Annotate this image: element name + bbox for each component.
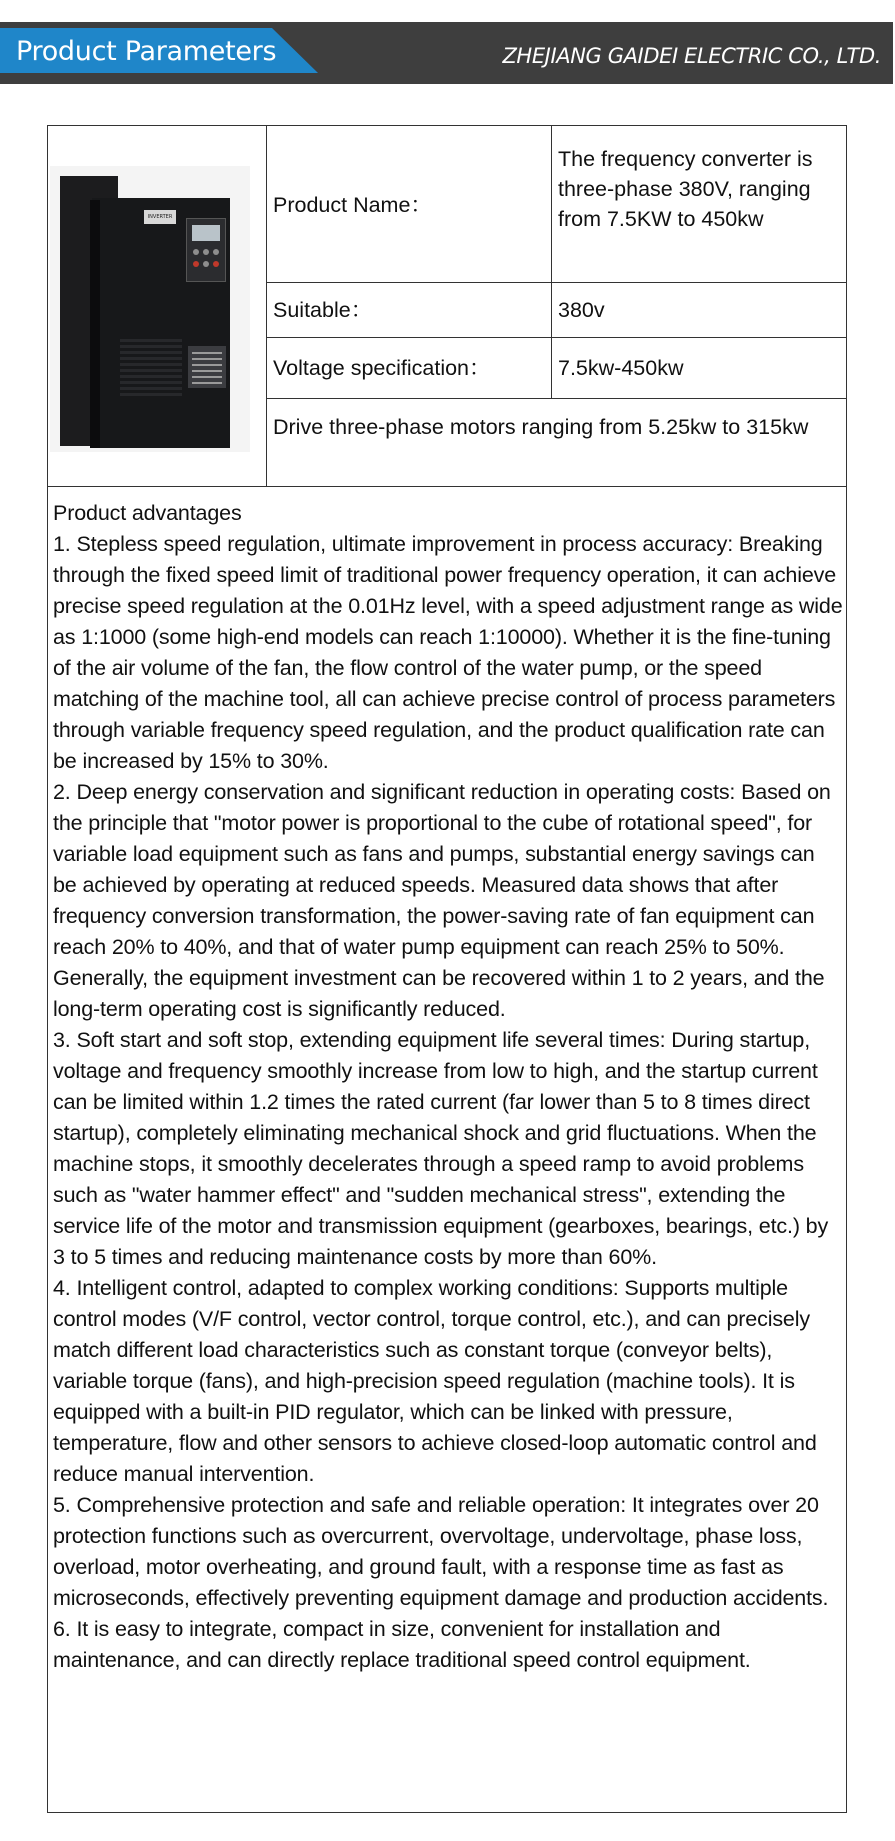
advantages-section <box>47 487 847 1813</box>
advantages-text <box>53 498 843 1676</box>
voltage-label: Voltage specification： <box>273 356 491 380</box>
product-name-label-cell <box>267 126 552 283</box>
voltage-label-cell <box>267 338 552 399</box>
keypad-panel <box>186 218 226 282</box>
product-name-value-cell <box>552 126 846 283</box>
product-name-value: The frequency converter is three-phase 380V, ranging from 7.5KW to 450kw <box>558 147 813 231</box>
advantage-item: 6. It is easy to integrate, compact in size, convenient for installation and maintenance, and can directly replace traditional speed control equipment. <box>53 1617 751 1672</box>
keypad-button <box>203 249 209 255</box>
voltage-value-cell <box>552 338 846 399</box>
advantages-heading: Product advantages <box>53 501 242 525</box>
vent-grille <box>120 336 182 396</box>
spec-table <box>47 125 847 487</box>
keypad-button <box>193 249 199 255</box>
product-image-cell <box>48 126 267 486</box>
company-name: ZHEJIANG GAIDEI ELECTRIC CO., LTD. <box>502 44 881 68</box>
drive-note: Drive three-phase motors ranging from 5.25kw to 315kw <box>273 415 809 439</box>
voltage-value: 7.5kw-450kw <box>558 356 684 380</box>
display-screen <box>192 225 220 241</box>
page-title: Product Parameters <box>16 36 277 67</box>
advantage-item: 3. Soft start and soft stop, extending equipment life several times: During startup, voltage and frequency smoothly increase from low to high, and the startup current can be limited within 1.2 times the rated current (far lower than 5 to 8 times direct startup), completely eliminating mechanical shock and grid fluctuations. When the machine stops, it smoothly decelerates through a speed ramp to avoid problems such as "water hammer effect" and "sudden mechanical stress", extending the service life of the motor and transmission equipment (gearboxes, bearings, etc.) by 3 to 5 times and reducing maintenance costs by more than 60%. <box>53 1028 829 1269</box>
product-name-label: Product Name： <box>273 193 432 217</box>
keypad-button <box>213 249 219 255</box>
advantage-item: 1. Stepless speed regulation, ultimate improvement in process accuracy: Breaking through the fixed speed limit of traditional power frequency operation, it can achieve precise speed regulation at the 0.01Hz level, with a speed adjustment range as wide as 1:1000 (some high-end models can reach 1:10000). Whether it is the fine-tuning of the air volume of the fan, the flow control of the water pump, or the speed matching of the machine tool, all can achieve precise control of process parameters through variable frequency speed regulation, and the product qualification rate can be increased by 15% to 30%. <box>53 532 843 773</box>
brand-plate: INVERTER <box>144 210 176 224</box>
advantage-item: 5. Comprehensive protection and safe and reliable operation: It integrates over 20 protection functions such as overcurrent, overvoltage, undervoltage, phase loss, overload, motor overheating, and ground fault, with a response time as fast as microseconds, effectively preventing equipment damage and production accidents. <box>53 1493 829 1610</box>
suitable-label-cell <box>267 283 552 338</box>
suitable-label: Suitable： <box>273 298 373 322</box>
suitable-value: 380v <box>558 298 605 322</box>
frequency-converter-image <box>50 166 250 452</box>
advantage-item: 4. Intelligent control, adapted to complex working conditions: Supports multiple control modes (V/F control, vector control, torque control, etc.), and can precisely match different load characteristics such as constant torque (conveyor belts), variable torque (fans), and high-precision speed regulation (machine tools). It is equipped with a built-in PID regulator, which can be linked with pressure, temperature, flow and other sensors to achieve closed-loop automatic control and reduce manual intervention. <box>53 1276 817 1486</box>
header-banner <box>0 22 895 84</box>
advantage-item: 2. Deep energy conservation and significant reduction in operating costs: Based on the principle that "motor power is proportional to the cube of rotational speed", for variable load equipment such as fans and pumps, substantial energy savings can be achieved by operating at reduced speeds. Measured data shows that after frequency conversion transformation, the power-saving rate of fan equipment can reach 20% to 40%, and that of water pump equipment can reach 25% to 50%. Generally, the equipment investment can be recovered within 1 to 2 years, and the long-term operating cost is significantly reduced. <box>53 780 831 1021</box>
run-button-indicator <box>213 261 219 267</box>
stop-button-indicator <box>193 261 199 267</box>
keypad-button <box>203 261 209 267</box>
suitable-value-cell <box>552 283 846 338</box>
drive-note-cell <box>267 399 846 486</box>
warning-label <box>188 346 226 388</box>
